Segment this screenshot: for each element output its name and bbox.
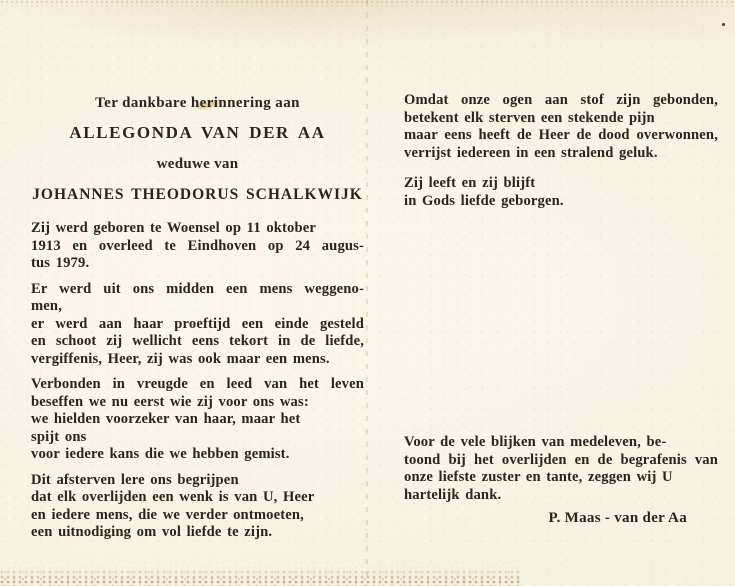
center-fold-line — [366, 0, 368, 586]
text-line: en schoot zij wellicht eens tekort in de liefde, — [31, 333, 364, 349]
left-page — [31, 0, 364, 586]
text-line: Er werd uit ons midden een mens weggeno- — [31, 280, 364, 297]
text-line: vergiffenis, Heer, zij was ook maar een mens. — [31, 350, 330, 367]
text-line: onze liefste zuster en tante, zeggen wij U — [404, 469, 673, 485]
text-line: verrijst iedereen in een stralend geluk. — [404, 144, 658, 161]
text-line: beseffen we nu eerst wie zij voor ons was: — [31, 393, 309, 410]
text-line: Omdat onze ogen aan stof zijn gebonden, — [404, 92, 718, 108]
scan-speck — [722, 23, 725, 26]
text-line: toond bij het overlijden en de begrafenis van — [404, 451, 718, 468]
text-line: Voor de vele blijken van medeleven, be- — [404, 434, 667, 450]
text-line: in Gods liefde geborgen. — [404, 192, 564, 209]
paragraph — [31, 281, 364, 369]
paragraph — [31, 376, 364, 464]
dedication-line: Ter dankbare herinnering aan — [95, 95, 300, 111]
text-line: Verbonden in vreugde en leed van het leven — [31, 376, 364, 392]
text-line: Dit afsterven lere ons begrijpen — [31, 471, 239, 488]
paragraph — [404, 92, 718, 162]
left-page-text — [31, 220, 364, 550]
paragraph — [404, 175, 718, 210]
text-line: 1913 en overleed te Eindhoven op 24 augus- — [31, 237, 364, 254]
text-line: men, — [31, 298, 62, 314]
right-page-text-bottom — [404, 434, 718, 512]
paragraph — [31, 472, 364, 542]
text-line: Zij leeft en zij blijft — [404, 175, 536, 191]
text-line: tus 1979. — [31, 255, 90, 271]
right-page-text-top — [404, 92, 718, 223]
text-line: we hielden voorzeker van haar, maar het — [31, 411, 301, 427]
spouse-name: JOHANNES THEODORUS SCHALKWIJK — [32, 186, 363, 203]
text-line: maar eens heeft de Heer de dood overwonnen, — [404, 127, 718, 143]
text-line: er werd aan haar proeftijd een einde gesteld — [31, 315, 364, 332]
deceased-name: ALLEGONDA VAN DER AA — [69, 123, 326, 142]
text-line: spijt ons — [31, 428, 87, 445]
text-line: en iedere mens, die we verder ontmoeten, — [31, 506, 304, 523]
text-line: een uitnodiging om vol liefde te zijn. — [31, 524, 273, 540]
text-line: Zij werd geboren te Woensel op 11 oktober — [31, 220, 317, 236]
right-page — [404, 0, 718, 586]
paragraph — [404, 434, 718, 504]
paragraph — [31, 220, 364, 273]
text-line: dat elk overlijden een wenk is van U, Heer — [31, 489, 315, 505]
text-line: hartelijk dank. — [404, 486, 502, 503]
signature: P. Maas - van der Aa — [548, 510, 687, 526]
relation-line: weduwe van — [156, 156, 239, 172]
text-line: betekent elk sterven een stekende pijn — [404, 109, 655, 126]
text-line: voor iedere kans die we hebben gemist. — [31, 446, 290, 462]
